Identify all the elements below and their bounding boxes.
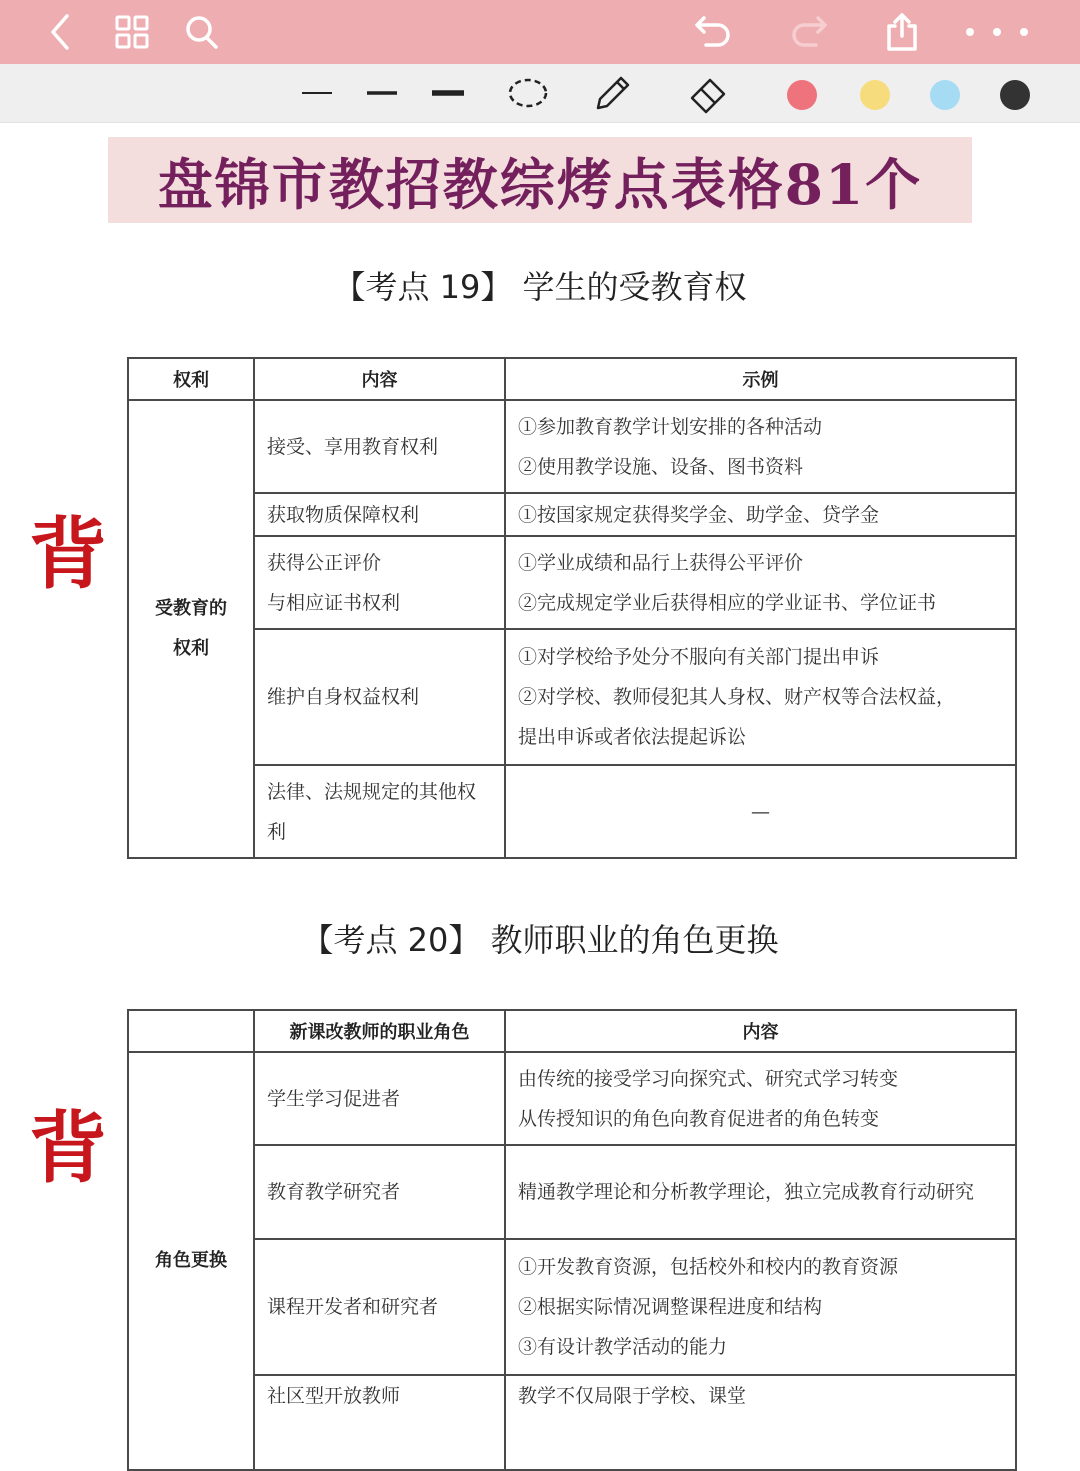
- header-content: 内容: [254, 358, 505, 400]
- table-cell: —: [505, 765, 1016, 858]
- title-banner: [108, 137, 972, 223]
- table-cell: 维护自身权益权利: [254, 629, 505, 765]
- pencil-icon[interactable]: [590, 72, 634, 114]
- table-cell: 获取物质保障权利: [254, 493, 505, 536]
- header-rights: 权利: [128, 358, 254, 400]
- table-cell: 教育教学研究者: [254, 1145, 505, 1239]
- thin-line-icon[interactable]: [300, 72, 334, 114]
- section2-title: 【考点 20】 教师职业的角色更换: [301, 921, 779, 959]
- table-cell: ①学业成绩和品行上获得公平评价 ②完成规定学业后获得相应的学业证书、学位证书: [505, 536, 1016, 629]
- medium-line-icon[interactable]: [365, 72, 399, 114]
- memorize-marker: 背: [28, 509, 107, 600]
- table-cell: 由传统的接受学习向探究式、研究式学习转变 从传授知识的角色向教育促进者的角色转变: [505, 1052, 1016, 1145]
- header-role: 新课改教师的职业角色: [254, 1010, 505, 1052]
- header-example: 示例: [505, 358, 1016, 400]
- table-cell: 精通教学理论和分析教学理论，独立完成教育行动研究: [505, 1145, 1016, 1239]
- table-cell: ①对学校给予处分不服向有关部门提出申诉 ②对学校、教师侵犯其人身权、财产权等合法权益， 提出申诉或者依法提起诉讼: [505, 629, 1016, 765]
- section1-title: 【考点 19】 学生的受教育权: [333, 268, 747, 306]
- rights-category-cell: 受教育的 权利: [128, 400, 254, 858]
- pink-color-swatch[interactable]: [787, 80, 817, 110]
- table-cell: 接受、享用教育权利: [254, 400, 505, 493]
- table-cell: 学生学习促进者: [254, 1052, 505, 1145]
- role-change-cell: 角色更换: [128, 1052, 254, 1470]
- section1-table: [127, 357, 1017, 859]
- section2-table: [127, 1009, 1017, 1471]
- more-icon[interactable]: [960, 10, 1034, 54]
- header-empty: [128, 1010, 254, 1052]
- table-cell: ①开发教育资源，包括校外和校内的教育资源 ②根据实际情况调整课程进度和结构 ③有设计教学活动的能力: [505, 1239, 1016, 1375]
- thick-line-icon[interactable]: [430, 72, 466, 114]
- memorize-marker: 背: [28, 1103, 107, 1194]
- table-cell: ①按国家规定获得奖学金、助学金、贷学金: [505, 493, 1016, 536]
- undo-icon[interactable]: [692, 10, 736, 54]
- table-cell: 教学不仅局限于学校、课堂: [505, 1375, 1016, 1470]
- yellow-color-swatch[interactable]: [860, 80, 890, 110]
- top-app-bar: [0, 0, 1080, 64]
- table-cell: 社区型开放教师: [254, 1375, 505, 1470]
- table-cell: 获得公正评价 与相应证书权利: [254, 536, 505, 629]
- black-color-swatch[interactable]: [1000, 80, 1030, 110]
- lasso-icon[interactable]: [506, 72, 550, 114]
- drawing-toolbar: [0, 64, 1080, 123]
- blue-color-swatch[interactable]: [930, 80, 960, 110]
- redo-icon[interactable]: [786, 10, 830, 54]
- grid-icon[interactable]: [112, 10, 152, 54]
- eraser-icon[interactable]: [686, 72, 730, 114]
- table-cell: ①参加教育教学计划安排的各种活动 ②使用教学设施、设备、图书资料: [505, 400, 1016, 493]
- share-icon[interactable]: [880, 10, 924, 54]
- table-cell: 课程开发者和研究者: [254, 1239, 505, 1375]
- table-cell: 法律、法规规定的其他权利: [254, 765, 505, 858]
- header-content: 内容: [505, 1010, 1016, 1052]
- back-icon[interactable]: [40, 10, 80, 54]
- banner-title: 盘锦市教招教综烤点表格81个: [157, 151, 923, 217]
- search-icon[interactable]: [180, 10, 224, 54]
